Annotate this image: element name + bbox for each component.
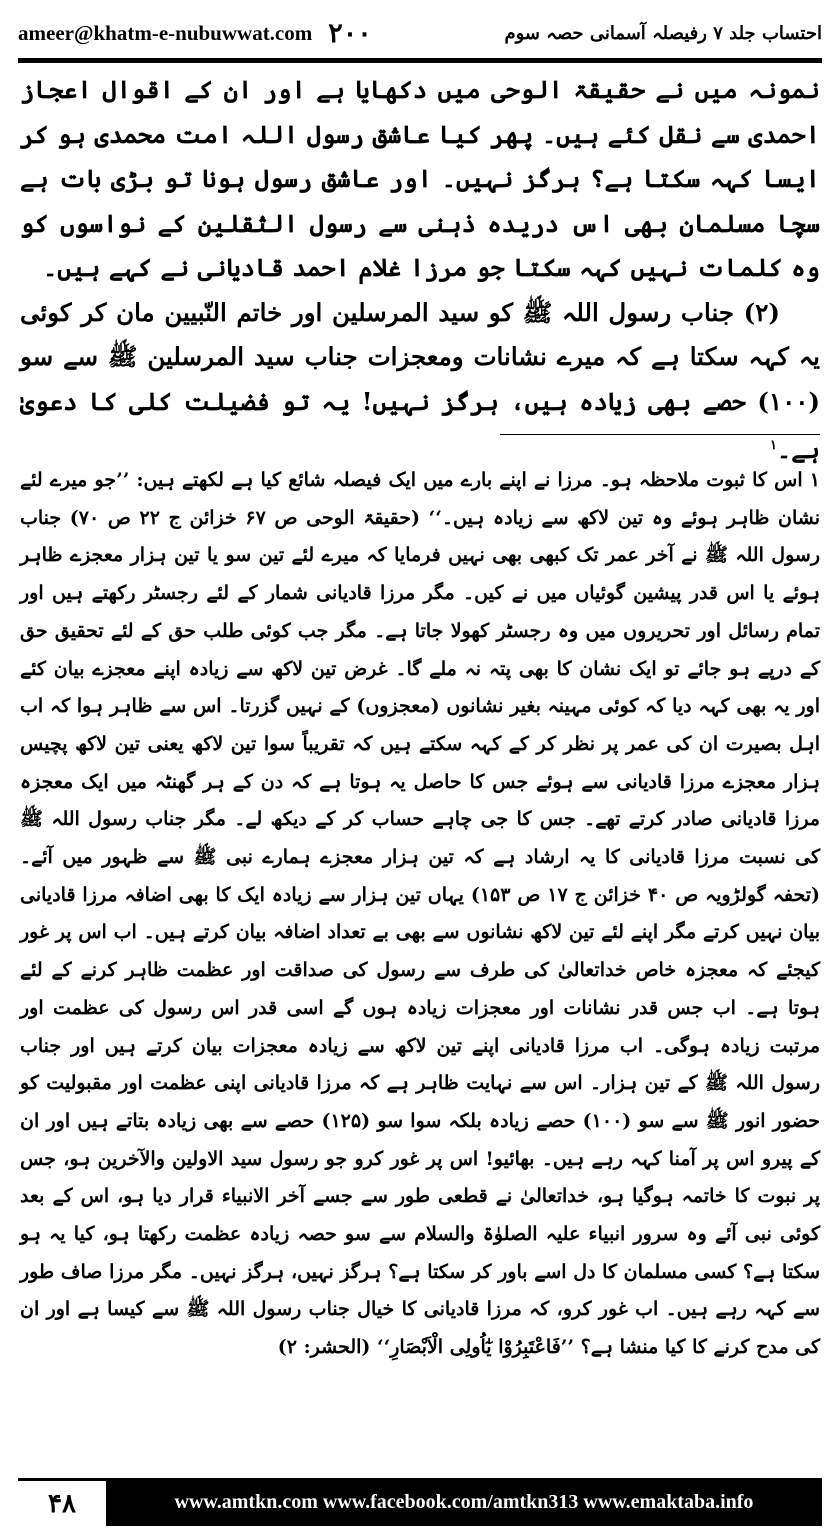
main-paragraph-2-text: (۲) جناب رسول اللہ ﷺ کو سید المرسلین اور خاتم النّبیین مان کر کوئی یہ کہہ سکتا ہے کہ میرے نشانات ومعجزات جناب سید المرسلین ﷺ سے سو (۱۰۰) حصے بھی زیادہ ہیں، ہرگز نہیں! یہ تو فضیلت کلی کا دعویٰ ہے۔: [20, 297, 820, 465]
footnote-separator: [500, 434, 820, 435]
page-footer: [18, 1478, 822, 1526]
header-rule: [18, 58, 822, 63]
main-paragraph-2: [20, 291, 820, 473]
book-page-number: ۲۰۰: [328, 17, 372, 49]
header-email[interactable]: ameer@khatm-e-nubuwwat.com: [18, 20, 313, 45]
main-text: [20, 68, 820, 473]
footnote-block: [20, 462, 820, 1367]
footnote-text: ۱ اس کا ثبوت ملاحظہ ہو۔ مرزا نے اپنے بارے میں ایک فیصلہ شائع کیا ہے لکھتے ہیں: ’’جو میرے لئے نشان ظاہر ہوئے وہ تین لاکھ سے زیادہ ہیں۔‘‘ (حقیقۃ الوحی ص ۶۷ خزائن ج ۲۲ ص ۷۰) جناب رسول اللہ ﷺ نے آخر عمر تک کبھی بھی نہیں فرمایا کہ میرے لئے تین سو یا تین ہزار معجزے ظاہر ہوئے یا اس قدر پیشین گوئیاں میں نے کیں۔ مگر مرزا قادیانی شمار کے لئے رجسٹر رکھتے ہیں اور تمام رسائل اور تحریروں میں وہ رجسٹر کھولا جاتا ہے۔ مگر جب کوئی طلب حق کے لئے تحقیق حق کے درپے ہو جائے تو ایک نشان کا بھی پتہ نہ ملے گا۔ غرض تین لاکھ سے زیادہ اپنے معجزے بیان کئے اور یہ بھی کہہ دیا کہ کوئی مہینہ بغیر نشانوں (معجزوں) کے نہیں گزرتا۔ اس سے ظاہر ہوا کہ اب اہل بصیرت ان کی عمر پر نظر کر کے کہہ سکتے ہیں کہ تقریباً سوا تین لاکھ یعنی تین لاکھ پچیس ہزار معجزے مرزا قادیانی سے ہوئے جس کا حاصل یہ ہوتا ہے کہ دن کے ہر گھنٹہ میں ایک معجزہ مرزا قادیانی صادر کرتے تھے۔ جس کا جی چاہے حساب کر کے دیکھ لے۔ مگر جناب رسول اللہ ﷺ کی نسبت مرزا قادیانی کا یہ ارشاد ہے کہ تین ہزار معجزے ہمارے نبی ﷺ سے ظہور میں آئے۔ (تحفہ گولڑویہ ص ۴۰ خزائن ج ۱۷ ص ۱۵۳) یہاں تین ہزار سے زیادہ ایک کا بھی اضافہ مرزا قادیانی بیان نہیں کرتے مگر اپنے لئے تین لاکھ نشانوں سے بھی بے تعداد اضافہ بیان کرتے ہیں۔ اب اس پر غور کیجئے کہ معجزہ خاص خداتعالیٰ کی طرف سے رسول کی صداقت اور عظمت ظاہر کرنے کے لئے ہوتا ہے۔ اب جس قدر نشانات اور معجزات زیادہ ہوں گے اسی قدر اس رسول کی عظمت اور مرتبت زیادہ ہوگی۔ اب مرزا قادیانی اپنے تین لاکھ سے زیادہ معجزات بیان کرتے ہیں اور جناب رسول اللہ ﷺ کے تین ہزار۔ اس سے نہایت ظاہر ہے کہ مرزا قادیانی اپنی عظمت اور مقبولیت کو حضور انور ﷺ سے سو (۱۰۰) حصے زیادہ بلکہ سوا سو (۱۲۵) حصے سے بھی زیادہ بتاتے ہیں اور ان کے پیرو اس پر آمنا کہہ رہے ہیں۔ بھائیو! اس پر غور کرو جو رسول سید الاولین والآخرین ہو، جس پر نبوت کا خاتمہ ہوگیا ہو، خداتعالیٰ نے قطعی طور سے جسے آخر الانبیاء قرار دیا ہو، اس کے بعد کوئی نبی آئے وہ سرور انبیاء علیہ الصلوٰۃ والسلام سے سو حصہ زیادہ عظمت رکھتا ہو، کیا یہ ہو سکتا ہے؟ کسی مسلمان کا دل اسے باور کر سکتا ہے؟ ہرگز نہیں، ہرگز نہیں۔ مگر مرزا صاف طور سے کہہ رہے ہیں۔ اب غور کرو، کہ مرزا قادیانی کا خیال جناب رسول اللہ ﷺ سے کیسا ہے اور ان کی مدح کرنے کا کیا منشا ہے؟ ’’فَاعْتَبِرُوْا یٰٓاُولِی الْاَبْصَارِ‘‘ (الحشر: ۲): [20, 469, 820, 1359]
running-title: احتساب جلد ۷ رفیصلہ آسمانی حصہ سوم: [504, 22, 822, 44]
footnote-reference[interactable]: ۱: [769, 438, 777, 453]
pdf-page-number: ۴۸: [18, 1478, 106, 1526]
page-header: [18, 12, 822, 54]
main-paragraph-1: نمونہ میں نے حقیقۃ الوحی میں دکھایا ہے اور ان کے اقوال اعجاز احمدی سے نقل کئے ہیں۔ پھر کیا عاشق رسول اللہ امت محمدی ہو کر ایسا کہہ سکتا ہے؟ ہرگز نہیں۔ اور عاشق رسول ہونا تو بڑی بات ہے سچا مسلمان بھی اس دریدہ ذہنی سے رسول الثقلین کے نواسوں کو وہ کلمات نہیں کہہ سکتا جو مرزا غلام احمد قادیانی نے کہے ہیں۔: [20, 75, 820, 282]
footer-url-bar[interactable]: www.amtkn.com www.facebook.com/amtkn313 www.emaktaba.info: [106, 1478, 822, 1526]
